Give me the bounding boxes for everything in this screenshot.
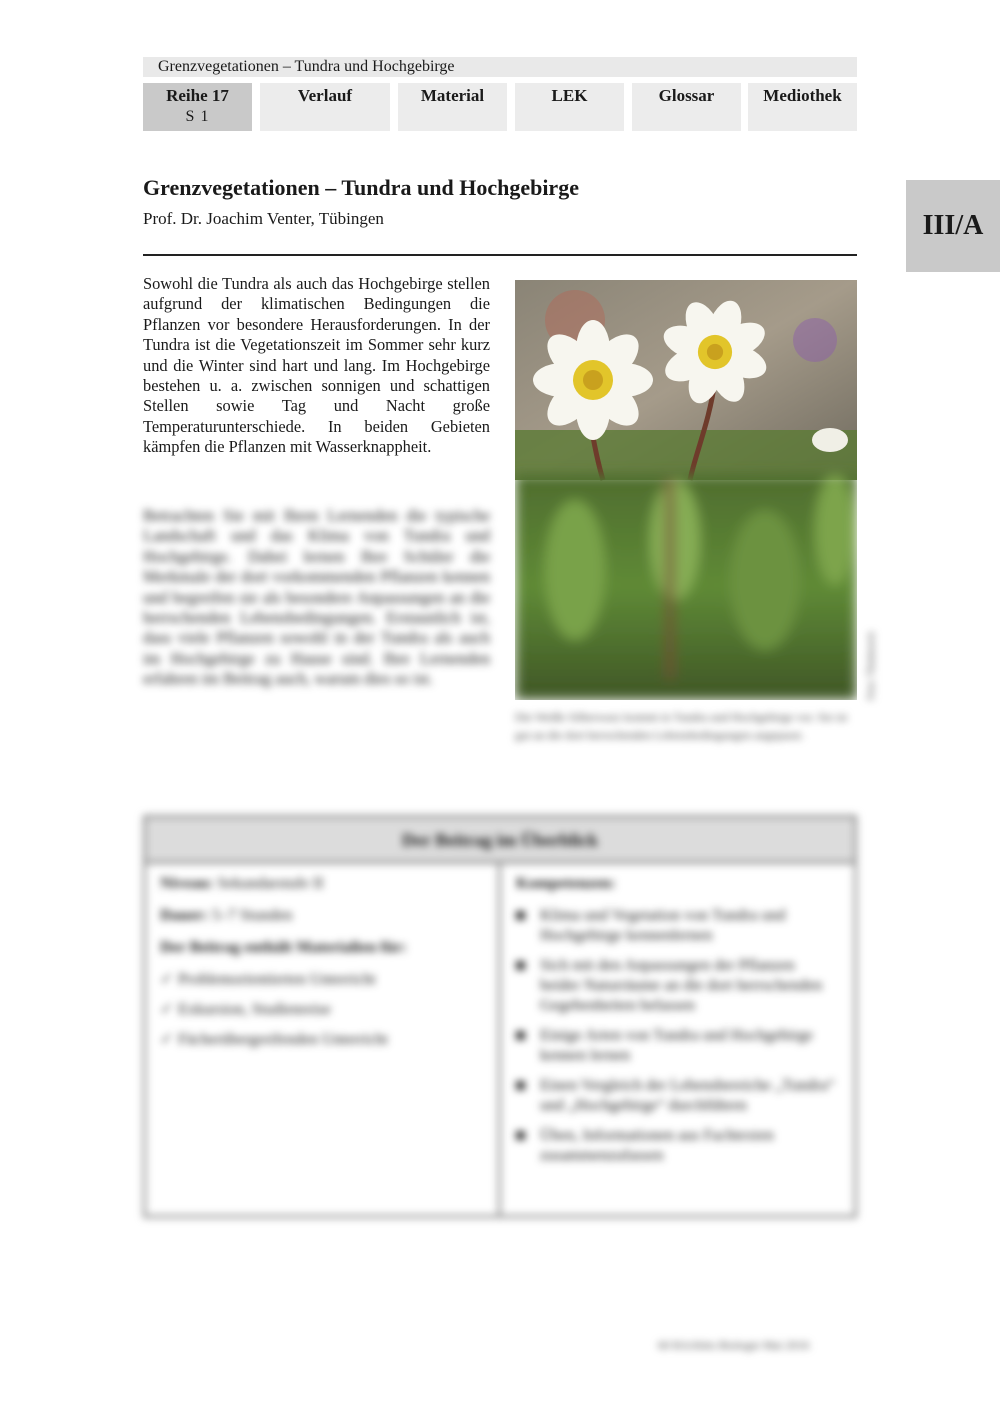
tab-reihe-page: S 1 xyxy=(185,108,210,125)
tab-reihe[interactable] xyxy=(143,83,252,131)
article-author: Prof. Dr. Joachim Venter, Tübingen xyxy=(143,209,384,228)
square-bullet-icon xyxy=(516,1131,525,1140)
flower-photo xyxy=(515,280,857,700)
intro-text: Sowohl die Tundra als auch das Hochgebirge stellen aufgrund der klimatischen Bedingungen die Pflanzen vor besondere Herausforderungen. In der Tundra ist die Vegetationszeit im Sommer sehr kurz und die Winter sind hart und lang. Im Hochgebirge bestehen u. a. zwischen sonnigen und schattigen Stellen sowie Tag und Nacht große Temperaturunterschiede. In beiden Gebieten kämpfen die Pflanzen mit Wasserknappheit. xyxy=(143,274,490,457)
competency-text: Klima und Vegetation von Tundra und Hochgebirge kennenlernen xyxy=(540,907,786,944)
overview-right-column xyxy=(516,874,836,1176)
tab-lek-label: LEK xyxy=(551,86,588,105)
document-header-bar xyxy=(143,57,857,77)
overview-box xyxy=(143,815,857,1218)
photo-caption: Die Weiße Silberwurz kommt in Tundra und Hochgebirge vor. Sie ist gut an die dort herrschenden Lebensbedingungen angepasst. xyxy=(515,710,848,742)
material-item xyxy=(160,1030,490,1050)
overview-divider xyxy=(498,864,501,1215)
competency-text: Üben, Informationen aus Fachtexten zusammenzufassen xyxy=(540,1127,774,1164)
material-label: Fächerübergreifenden Unterricht xyxy=(178,1031,388,1048)
tab-mediothek[interactable] xyxy=(748,83,857,131)
photo-credit: Foto: Thinkstock xyxy=(866,631,877,700)
navigation-tabs xyxy=(143,83,857,131)
tab-mediothek-label: Mediothek xyxy=(763,86,842,105)
tab-verlauf-label: Verlauf xyxy=(297,86,353,105)
tab-glossar-label: Glossar xyxy=(658,86,715,105)
checkmark-icon: ✓ xyxy=(160,971,174,988)
square-bullet-icon xyxy=(516,1081,525,1090)
section-tab xyxy=(906,180,1000,272)
article-title: Grenzvegetationen – Tundra und Hochgebirge xyxy=(143,175,579,200)
tab-lek[interactable] xyxy=(515,83,624,131)
duration-label: Dauer: xyxy=(160,907,208,924)
level-value: Sekundarstufe II xyxy=(217,875,324,892)
square-bullet-icon xyxy=(516,961,525,970)
competencies-list xyxy=(516,906,836,1166)
competency-text: Einen Vergleich der Lebensbereiche „Tundra“ und „Hochgebirge“ durchführen xyxy=(540,1077,835,1114)
competency-item xyxy=(516,1126,836,1166)
intro-paragraph xyxy=(143,274,490,458)
header-title: Grenzvegetationen – Tundra und Hochgebirge xyxy=(158,58,455,75)
competency-item xyxy=(516,906,836,946)
tab-glossar[interactable] xyxy=(632,83,741,131)
competency-item xyxy=(516,1076,836,1116)
material-label: Problemorientierten Unterricht xyxy=(178,971,376,988)
competency-item xyxy=(516,956,836,1016)
materials-heading xyxy=(160,938,490,958)
tab-reihe-label: Reihe 17 xyxy=(166,86,229,105)
competencies-heading xyxy=(516,874,836,894)
square-bullet-icon xyxy=(516,911,525,920)
overview-left-column xyxy=(160,874,490,1060)
material-item xyxy=(160,970,490,990)
body-text: Betrachten Sie mit Ihren Lernenden die typische Landschaft und das Klima von Tundra und Hochgebirge. Dabei lernen Ihre Schüler die Merkmale der dort vorkommenden Pflanzen kennen und begreifen sie als besondere Anpassungen an die herrschenden Lebensbedingungen. Erstaunlich ist, dass viele Pflanzen sowohl in der Tundra als auch im Hochgebirge zu Hause sind. Ihre Lernenden erfahren im Beitrag auch, warum dies so ist. xyxy=(143,506,490,689)
materials-heading-text: Der Beitrag enthält Materialien für: xyxy=(160,939,407,956)
page-footer: 60 RAAbits Biologie Mai 2016 xyxy=(658,1338,810,1352)
checkmark-icon: ✓ xyxy=(160,1001,174,1018)
competencies-heading-text: Kompetenzen: xyxy=(516,875,616,892)
competency-text: Sich mit den Anpassungen der Pflanzen beider Naturräume an die dort herrschenden Gegebenheiten befassen xyxy=(540,957,823,1014)
overview-heading: Der Beitrag im Überblick xyxy=(146,818,854,864)
material-item xyxy=(160,1000,490,1020)
body-paragraph xyxy=(143,506,490,690)
competency-item xyxy=(516,1026,836,1066)
level-label: Niveau: xyxy=(160,875,214,892)
level-row xyxy=(160,874,490,894)
tab-material-label: Material xyxy=(420,86,485,105)
duration-value: 5–7 Stunden xyxy=(211,907,293,924)
competency-text: Einige Arten von Tundra und Hochgebirge kennen lernen xyxy=(540,1027,814,1064)
duration-row xyxy=(160,906,490,926)
checkmark-icon: ✓ xyxy=(160,1031,174,1048)
section-tab-label: III/A xyxy=(922,210,984,241)
title-divider xyxy=(143,254,857,256)
square-bullet-icon xyxy=(516,1031,525,1040)
tab-verlauf[interactable] xyxy=(260,83,390,131)
material-label: Exkursion, Studienreise xyxy=(178,1001,331,1018)
tab-material[interactable] xyxy=(398,83,507,131)
